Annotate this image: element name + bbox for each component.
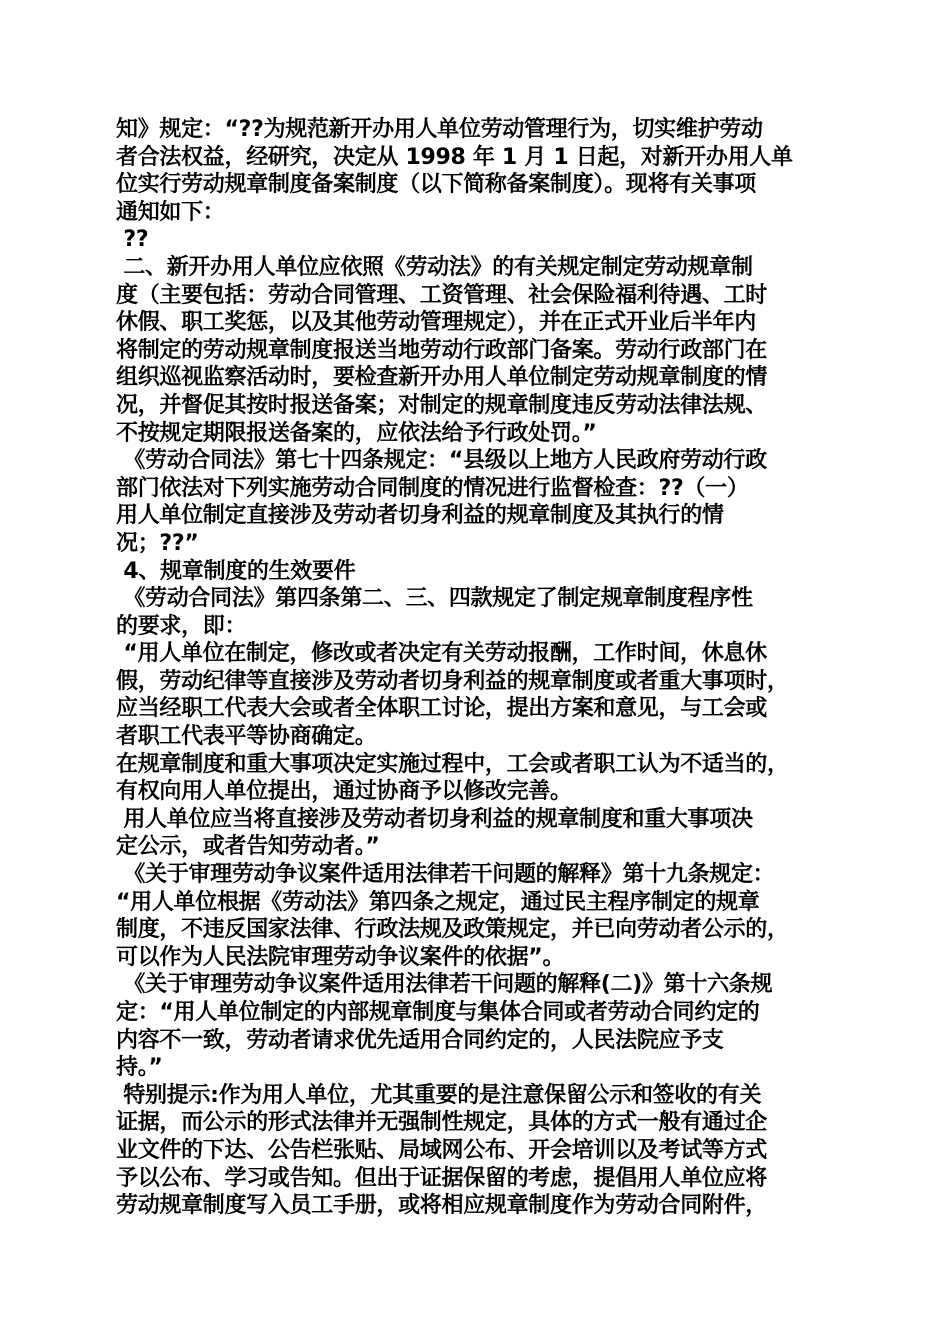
text-line: 应当经职工代表大会或者全体职工讨论，提出方案和意见，与工会或 <box>116 696 768 722</box>
text-line: 在规章制度和重大事项决定实施过程中，工会或者职工认为不适当的， <box>116 751 789 777</box>
text-line: 休假、职工奖惩，以及其他劳动管理规定），并在正式开业后半年内 <box>116 310 757 336</box>
text-line: 通知如下： <box>116 199 225 225</box>
text-line: 特别提示:作为用人单位，尤其重要的是注意保留公示和签收的有关 <box>116 1082 762 1108</box>
text-line: 用人单位应当将直接涉及劳动者切身利益的规章制度和重大事项决 <box>116 806 753 832</box>
text-line: 业文件的下达、公告栏张贴、局域网公布、开会培训以及考试等方式 <box>116 1137 768 1163</box>
text-line: 劳动规章制度写入员工手册，或将相应规章制度作为劳动合同附件， <box>116 1193 768 1219</box>
text-line: 用人单位制定直接涉及劳动者切身利益的规章制度及其执行的情 <box>116 503 724 529</box>
text-line: 《劳动合同法》第七十四条规定：“县级以上地方人民政府劳动行政 <box>116 448 767 474</box>
text-line: 持。” <box>116 1055 163 1081</box>
text-line: 《关于审理劳动争议案件适用法律若干问题的解释(二)》第十六条规 <box>116 972 773 998</box>
text-line: 假，劳动纪律等直接涉及劳动者切身利益的规章制度或者重大事项时， <box>116 668 789 694</box>
text-line: 的要求，即： <box>116 613 247 639</box>
text-line: 二、新开办用人单位应依照《劳动法》的有关规定制定劳动规章制 <box>116 254 753 280</box>
text-line: 况；??” <box>116 530 199 556</box>
text-line: 《劳动合同法》第四条第二、三、四款规定了制定规章制度程序性 <box>116 586 753 612</box>
text-line: ?? <box>116 227 149 253</box>
text-line: 《关于审理劳动争议案件适用法律若干问题的解释》第十九条规定： <box>116 862 775 888</box>
text-line: 将制定的劳动规章制度报送当地劳动行政部门备案。劳动行政部门在 <box>116 337 768 363</box>
text-line: 制度，不违反国家法律、行政法规及政策规定，并已向劳动者公示的， <box>116 917 789 943</box>
text-line: 予以公布、学习或告知。但出于证据保留的考虑，提倡用人单位应将 <box>116 1165 768 1191</box>
text-line: 知》规定：“??为规范新开办用人单位劳动管理行为，切实维护劳动 <box>116 117 763 142</box>
text-line: 不按规定期限报送备案的，应依法给予行政处罚。” <box>116 420 597 446</box>
text-line: 有权向用人单位提出，通过协商予以修改完善。 <box>116 779 572 805</box>
text-line: 组织巡视监察活动时，要检查新开办用人单位制定劳动规章制度的情 <box>116 365 768 391</box>
text-line: 度（主要包括：劳动合同管理、工资管理、社会保险福利待遇、工时 <box>116 282 768 308</box>
text-line: 证据，而公示的形式法律并无强制性规定，具体的方式一般有通过企 <box>116 1110 768 1136</box>
text-line: 者职工代表平等协商确定。 <box>116 724 377 750</box>
text-line: 可以作为人民法院审理劳动争议案件的依据”。 <box>116 944 565 970</box>
text-line: 况，并督促其按时报送备案；对制定的规章制度违反劳动法律法规、 <box>116 392 768 418</box>
text-line: 4、规章制度的生效要件 <box>116 558 356 584</box>
text-line: 定：“用人单位制定的内部规章制度与集体合同或者劳动合同约定的 <box>116 1000 760 1025</box>
text-line: 部门依法对下列实施劳动合同制度的情况进行监督检查：??（一） <box>116 475 749 501</box>
document-body <box>116 116 856 1220</box>
text-line: 位实行劳动规章制度备案制度（以下简称备案制度）。现将有关事项 <box>116 172 757 198</box>
text-line: 定公示，或者告知劳动者。” <box>116 834 380 860</box>
text-line: “用人单位在制定，修改或者决定有关劳动报酬，工作时间，休息休 <box>116 641 767 667</box>
text-line: 内容不一致，劳动者请求优先适用合同约定的，人民法院应予支 <box>116 1027 724 1053</box>
text-line: “用人单位根据《劳动法》第四条之规定，通过民主程序制定的规章 <box>116 889 760 915</box>
text-line: 者合法权益，经研究，决定从 1998 年 1 月 1 日起，对新开办用人单 <box>116 144 793 170</box>
